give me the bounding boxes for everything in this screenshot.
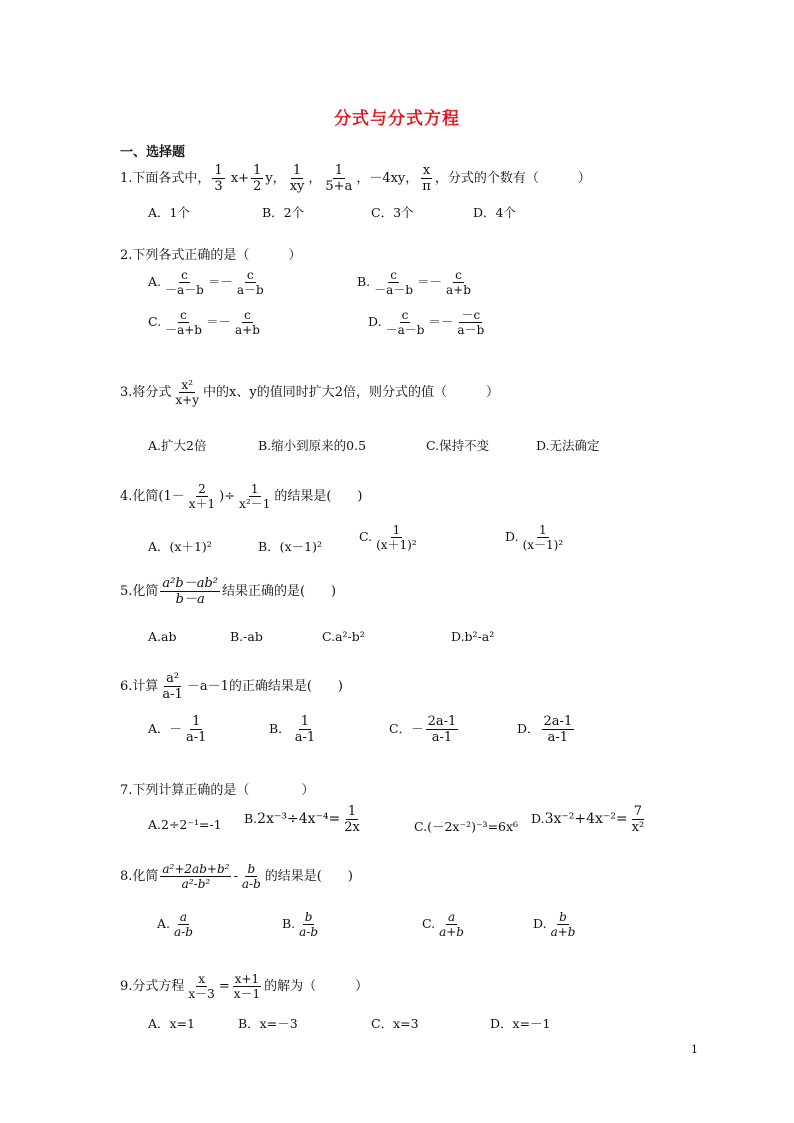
fraction: $\frac{1}{\text{(x＋1)²}}$ bbox=[376, 523, 417, 552]
option-a: A．1个 bbox=[148, 205, 190, 220]
option-c: C.(－2x⁻²)⁻³=6x⁶ bbox=[414, 819, 519, 834]
question-2-stem: 2.下列各式正确的是（ ） bbox=[120, 248, 302, 263]
option-d: D. $\frac{b}{a+b}$ bbox=[533, 910, 576, 939]
option-b: B.2x⁻³÷4x⁻⁴= $\frac{1}{2x}$ bbox=[244, 804, 360, 835]
fraction: $\frac{b}{a-b}$ bbox=[299, 910, 319, 939]
fraction: $\frac{c}{a-b}$ bbox=[236, 268, 264, 297]
option-c: C．－ $\frac{2a-1}{a-1}$ bbox=[389, 714, 457, 745]
fraction: $\frac{1}{2x}$ bbox=[344, 804, 360, 835]
page-title: 分式与分式方程 bbox=[334, 109, 460, 129]
option-d: D．x=－1 bbox=[490, 1016, 551, 1031]
option-c: C. $\frac{a}{a+b}$ bbox=[422, 910, 464, 939]
option-c: C.a²-b² bbox=[322, 629, 365, 644]
option-d: D．4个 bbox=[473, 205, 516, 220]
option-a: A.扩大2倍 bbox=[148, 438, 207, 453]
fraction: $\frac{\text{x²}}{x+y}$ bbox=[175, 378, 200, 407]
option-a: A.2÷2⁻¹=-1 bbox=[148, 817, 222, 832]
fraction: $\frac{1}{5+a}$ bbox=[325, 163, 353, 194]
fraction: $\frac{2a-1}{a-1}$ bbox=[543, 714, 573, 745]
option-b: B．x=－3 bbox=[238, 1016, 298, 1031]
fraction: $\frac{7}{\text{x²}}$ bbox=[631, 804, 645, 835]
fraction: $\frac{\text{a²+2ab+b²}}{\text{a²-b²}}$ bbox=[162, 862, 230, 891]
option-a: A．x=1 bbox=[148, 1016, 196, 1031]
option-d: D. $\frac{1}{\text{(x－1)²}}$ bbox=[505, 523, 564, 552]
fraction: $\frac{c}{a+b}$ bbox=[446, 268, 471, 297]
section-heading: 一、选择题 bbox=[120, 145, 186, 160]
fraction: $\frac{1}{a-1}$ bbox=[294, 714, 316, 745]
option-b: B. $\frac{b}{a-b}$ bbox=[282, 910, 319, 939]
question-4-stem: 4.化简(1－ $\frac{2}{x+1}$ )÷ $\frac{1}{\text{x²－1}}$ 的结果是( ) bbox=[120, 482, 363, 511]
option-a: A．(x＋1)² bbox=[148, 539, 212, 554]
option-c: C. $\frac{1}{\text{(x＋1)²}}$ bbox=[359, 523, 417, 552]
question-1-stem: 1.下面各式中， $\frac{1}{3}$ x+ $\frac{1}{2}$ y， $\frac{1}{xy}$ ， $\frac{1}{5+a}$ ，－4xy， $\frac{x}{\pi}$ ，分式的个数有（ ） bbox=[120, 163, 591, 194]
page-number: 1 bbox=[691, 1043, 698, 1056]
fraction: $\frac{c}{-a-b}$ bbox=[165, 268, 204, 297]
option-c: C．3个 bbox=[371, 205, 414, 220]
option-a: A. $\frac{a}{a-b}$ bbox=[157, 910, 193, 939]
fraction: $\frac{-c}{a-b}$ bbox=[457, 308, 485, 337]
question-6-stem: 6.计算 $\frac{\text{a²}}{a-1}$ －a－1的正确结果是( ) bbox=[120, 671, 343, 702]
option-d: D． $\frac{2a-1}{a-1}$ bbox=[517, 714, 573, 745]
option-d: D.b²-a² bbox=[451, 629, 495, 644]
fraction: $\frac{\text{a²b－ab²}}{b-a}$ bbox=[162, 576, 218, 607]
fraction: $\frac{c}{-a-b}$ bbox=[385, 308, 425, 337]
option-c: C．x=3 bbox=[371, 1016, 419, 1031]
fraction: $\frac{c}{-a-b}$ bbox=[374, 268, 414, 297]
fraction: $\frac{b}{a+b}$ bbox=[550, 910, 576, 939]
fraction: $\frac{b}{a-b}$ bbox=[241, 862, 261, 891]
fraction: $\frac{1}{\text{(x－1)²}}$ bbox=[522, 523, 564, 552]
fraction: $\frac{2}{x+1}$ bbox=[188, 482, 216, 511]
fraction: $\frac{x}{x-3}$ bbox=[188, 972, 215, 1001]
option-d: D.无法确定 bbox=[536, 438, 600, 453]
option-a: A．－ $\frac{1}{a-1}$ bbox=[148, 714, 207, 745]
question-8-stem: 8.化简 $\frac{\text{a²+2ab+b²}}{\text{a²-b²}}$ - $\frac{b}{a-b}$ 的结果是( ) bbox=[120, 862, 353, 891]
fraction: $\frac{1}{\text{x²－1}}$ bbox=[239, 482, 271, 511]
option-d: D.3x⁻²+4x⁻²= $\frac{7}{\text{x²}}$ bbox=[531, 804, 645, 835]
fraction: $\frac{1}{xy}$ bbox=[289, 163, 305, 194]
fraction: $\frac{1}{3}$ bbox=[214, 163, 223, 194]
fraction: $\frac{a}{a+b}$ bbox=[439, 910, 464, 939]
question-9-stem: 9.分式方程 $\frac{x}{x-3}$ = $\frac{x+1}{x-1}$ 的解为（ ） bbox=[120, 972, 369, 1001]
fraction: $\frac{\text{a²}}{a-1}$ bbox=[162, 671, 183, 702]
fraction: $\frac{c}{-a+b}$ bbox=[165, 308, 202, 337]
fraction: $\frac{1}{2}$ bbox=[253, 163, 262, 194]
option-b: B.-ab bbox=[230, 629, 263, 644]
question-3-stem: 3.将分式 $\frac{\text{x²}}{x+y}$ 中的x、y的值同时扩大2倍，则分式的值（ ） bbox=[120, 378, 499, 407]
option-c: C. $\frac{c}{-a+b}$ ＝－ $\frac{c}{a+b}$ bbox=[148, 308, 260, 337]
fraction: $\frac{x}{\pi}$ bbox=[422, 163, 431, 194]
option-a: A. $\frac{c}{-a-b}$ ＝－ $\frac{c}{a-b}$ bbox=[148, 268, 264, 297]
option-b: B． $\frac{1}{a-1}$ bbox=[269, 714, 316, 745]
fraction: $\frac{c}{a+b}$ bbox=[235, 308, 260, 337]
fraction: $\frac{1}{a-1}$ bbox=[186, 714, 207, 745]
option-c: C.保持不变 bbox=[426, 438, 490, 453]
option-b: B．2个 bbox=[262, 205, 305, 220]
option-d: D. $\frac{c}{-a-b}$ ＝－ $\frac{-c}{a-b}$ bbox=[368, 308, 485, 337]
option-b: B. $\frac{c}{-a-b}$ ＝－ $\frac{c}{a+b}$ bbox=[357, 268, 471, 297]
question-5-stem: 5.化简 $\frac{\text{a²b－ab²}}{b-a}$ 结果正确的是( ) bbox=[120, 576, 337, 607]
option-b: B．(x－1)² bbox=[258, 539, 322, 554]
option-b: B.缩小到原来的0.5 bbox=[258, 438, 367, 453]
fraction: $\frac{a}{a-b}$ bbox=[174, 910, 193, 939]
question-7-stem: 7.下列计算正确的是（ ） bbox=[120, 783, 315, 798]
fraction: $\frac{2a-1}{a-1}$ bbox=[427, 714, 457, 745]
option-a: A.ab bbox=[148, 629, 177, 644]
fraction: $\frac{x+1}{x-1}$ bbox=[233, 972, 261, 1001]
